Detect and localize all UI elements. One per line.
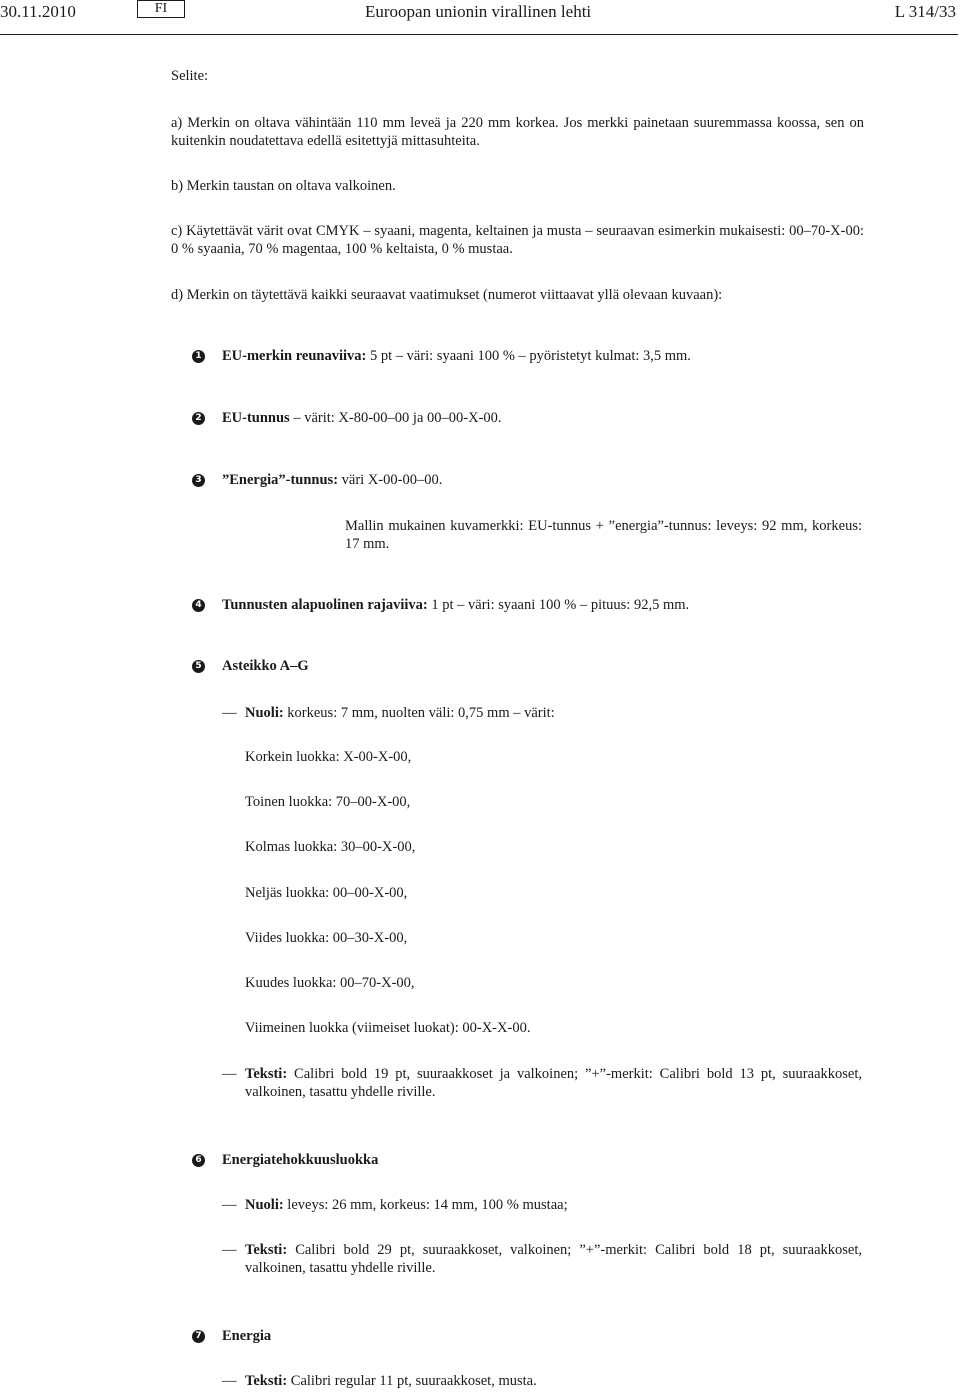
page-number: L 314/33: [894, 2, 956, 21]
item-1-text: 5 pt – väri: syaani 100 % – pyöristetyt kulmat: 3,5 mm.: [366, 348, 691, 364]
header-divider: [0, 34, 958, 35]
item-1: [222, 347, 862, 365]
scale-text-label: Teksti:: [245, 1066, 288, 1082]
item-4-title: Tunnusten alapuolinen rajaviiva:: [222, 597, 428, 613]
item-3-title: ”Energia”-tunnus:: [222, 472, 339, 488]
scale-text-text: Calibri bold 19 pt, suuraakkoset ja valkoinen; ”+”-merkit: Calibri bold 13 pt, suuraakkoset, valkoinen, tasattu yhdelle riville.: [245, 1066, 862, 1100]
eff-arrow-spec: [245, 1196, 865, 1214]
energia-text-text: Calibri regular 11 pt, suuraakkoset, musta.: [287, 1373, 537, 1389]
item-3-note: Mallin mukainen kuvamerkki: EU-tunnus + ”energia”-tunnus: leveys: 92 mm, korkeus: 17 mm.: [345, 518, 862, 552]
item-4: [222, 596, 862, 614]
item-4-text: 1 pt – väri: syaani 100 % – pituus: 92,5 mm.: [427, 597, 690, 613]
number-1-icon: 1: [192, 350, 205, 363]
dash-marker: —: [222, 1066, 237, 1082]
class-color-7: Viimeinen luokka (viimeiset luokat): 00-X-X-00.: [245, 1020, 531, 1036]
dash-marker: —: [222, 1197, 237, 1213]
energia-text-spec: [245, 1372, 865, 1390]
paragraph-a: a) Merkin on oltava vähintään 110 mm leveä ja 220 mm korkea. Jos merkki painetaan suuremmassa koossa, sen on kuitenkin noudatettava edellä esitettyjä mittasuhteita.: [171, 115, 864, 149]
number-5-icon: 5: [192, 660, 205, 673]
number-2-icon: 2: [192, 412, 205, 425]
item-2: [222, 409, 862, 427]
language-code: FI: [137, 0, 185, 18]
item-7-title: Energia: [222, 1328, 272, 1344]
dash-marker: —: [222, 1373, 237, 1389]
item-5-title: Asteikko A–G: [222, 658, 309, 674]
energia-text-label: Teksti:: [245, 1373, 288, 1389]
class-color-4: Neljäs luokka: 00–00-X-00,: [245, 885, 408, 901]
class-color-2: Toinen luokka: 70–00-X-00,: [245, 794, 411, 810]
item-2-title: EU-tunnus: [222, 410, 290, 426]
class-color-6: Kuudes luokka: 00–70-X-00,: [245, 975, 415, 991]
number-6-icon: 6: [192, 1154, 205, 1167]
item-2-text: – värit: X-80-00–00 ja 00–00-X-00.: [289, 410, 502, 426]
scale-arrow-spec: [245, 704, 865, 722]
item-6-title: Energiatehokkuusluokka: [222, 1152, 379, 1168]
legend-heading: Selite:: [171, 68, 209, 84]
item-3-text: väri X-00-00–00.: [338, 472, 443, 488]
dash-marker: —: [222, 1242, 237, 1258]
journal-title: Euroopan unionin virallinen lehti: [365, 2, 592, 21]
eff-text-spec: [245, 1241, 862, 1277]
number-7-icon: 7: [192, 1330, 205, 1343]
class-color-5: Viides luokka: 00–30-X-00,: [245, 930, 408, 946]
eff-text-label: Teksti:: [245, 1242, 288, 1258]
publication-date: 30.11.2010: [0, 2, 76, 21]
paragraph-b: b) Merkin taustan on oltava valkoinen.: [171, 178, 396, 194]
paragraph-d: d) Merkin on täytettävä kaikki seuraavat vaatimukset (numerot viittaavat yllä olevaan kuvaan):: [171, 287, 723, 303]
item-3: [222, 471, 862, 489]
scale-arrow-text: korkeus: 7 mm, nuolten väli: 0,75 mm – värit:: [283, 705, 555, 721]
number-4-icon: 4: [192, 599, 205, 612]
scale-arrow-label: Nuoli:: [245, 705, 284, 721]
item-1-title: EU-merkin reunaviiva:: [222, 348, 367, 364]
dash-marker: —: [222, 705, 237, 721]
scale-text-spec: [245, 1065, 862, 1101]
eff-arrow-text: leveys: 26 mm, korkeus: 14 mm, 100 % mustaa;: [283, 1197, 568, 1213]
eff-text-text: Calibri bold 29 pt, suuraakkoset, valkoinen; ”+”-merkit: Calibri bold 18 pt, suuraakkoset, valkoinen, tasattu yhdelle riville.: [245, 1242, 862, 1276]
eff-arrow-label: Nuoli:: [245, 1197, 284, 1213]
page-header: [0, 0, 960, 36]
number-3-icon: 3: [192, 474, 205, 487]
class-color-1: Korkein luokka: X-00-X-00,: [245, 749, 412, 765]
paragraph-c: c) Käytettävät värit ovat CMYK – syaani, magenta, keltainen ja musta – seuraavan esimerkin mukaisesti: 00–70-X-00: 0 % syaania, 70 % magentaa, 100 % keltaista, 0 % mustaa.: [171, 223, 864, 257]
class-color-3: Kolmas luokka: 30–00-X-00,: [245, 839, 416, 855]
